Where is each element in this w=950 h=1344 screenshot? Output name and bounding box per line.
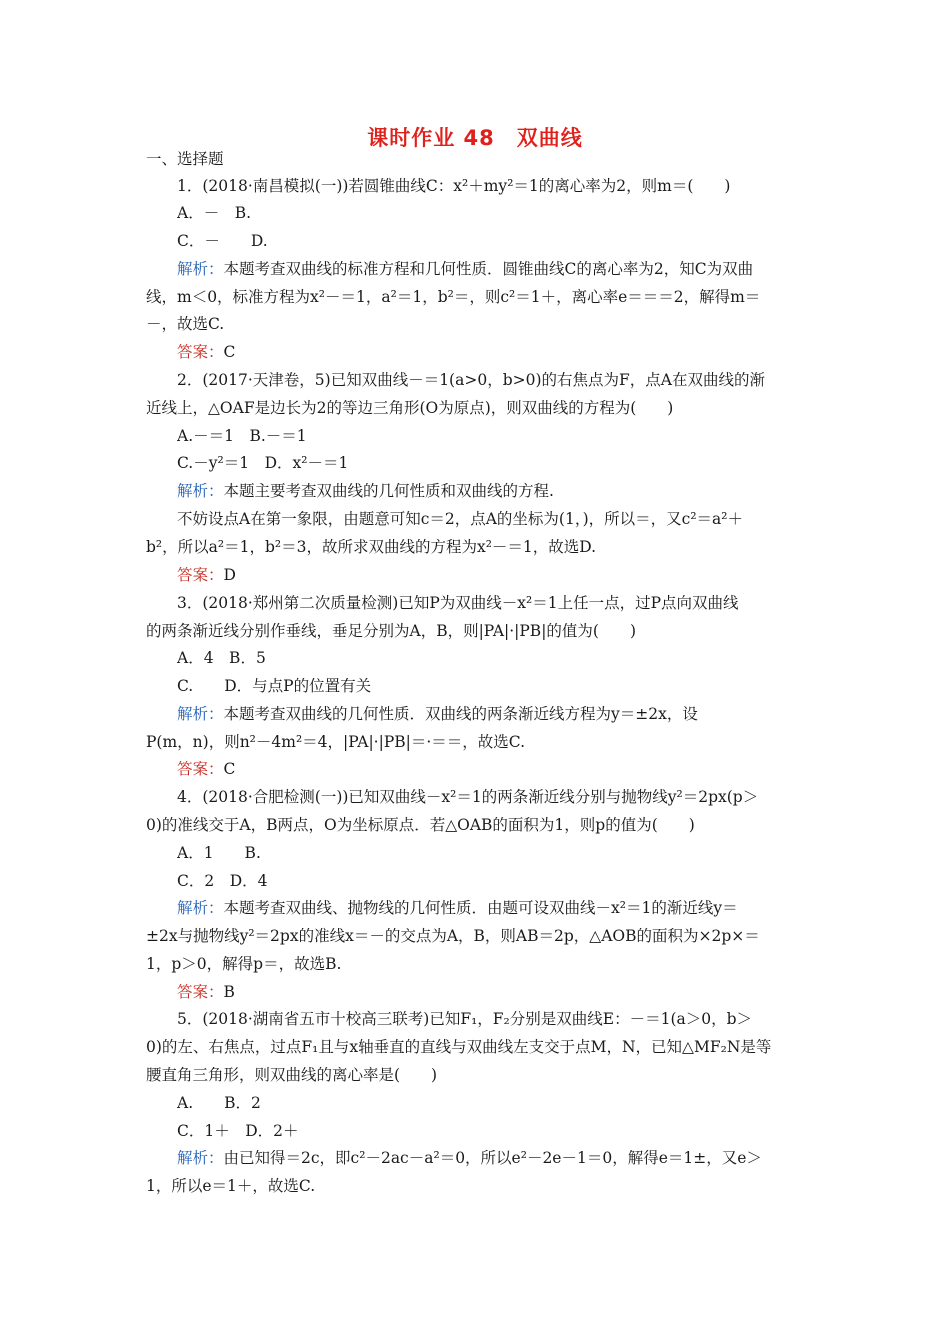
q3-stem-line2: 的两条渐近线分别作垂线，垂足分别为A，B，则|PA|·|PB|的值为( ) [146, 622, 637, 640]
q2-options-ab: A.－＝1 B.－＝1 [177, 427, 307, 445]
q4-stem: 4．(2018·合肥检测(一))已知双曲线－x²＝1的两条渐近线分别与抛物线y²＝2px(p＞ [177, 788, 759, 806]
q4-stem-line2: 0)的准线交于A，B两点，O为坐标原点．若△OAB的面积为1，则p的值为( ) [146, 816, 695, 834]
q5-analysis: 解析：由已知得＝2c，即c²－2ac－a²＝0，所以e²－2e－1＝0，解得e＝1±，又e＞ [177, 1149, 762, 1167]
q2-stem-line2: 近线上，△OAF是边长为2的等边三角形(O为原点)，则双曲线的方程为( ) [146, 399, 674, 417]
page-title: 课时作业 48 双曲线 [367, 126, 583, 150]
q2-options-cd: C.－y²＝1 D．x²－＝1 [177, 454, 349, 472]
q1-options-cd: C．－ D. [177, 232, 268, 250]
q2-answer: 答案：D [177, 566, 236, 584]
q2-analysis-line2: 不妨设点A在第一象限，由题意可知c＝2，点A的坐标为(1，)，所以＝，又c²＝a²＋ [177, 510, 743, 528]
q3-analysis: 解析：本题考查双曲线的几何性质．双曲线的两条渐近线方程为y＝±2x，设 [177, 705, 698, 723]
q5-stem: 5．(2018·湖南省五市十校高三联考)已知F₁，F₂分别是双曲线E：－＝1(a＞0，b＞ [177, 1010, 753, 1028]
q3-analysis-line2: P(m，n)，则n²－4m²＝4，|PA|·|PB|＝·＝＝，故选C. [146, 733, 526, 751]
section-heading: 一、选择题 [146, 150, 224, 168]
answer-label: 答案： [177, 983, 224, 1001]
q1-stem: 1．(2018·南昌模拟(一))若圆锥曲线C：x²＋my²＝1的离心率为2，则m＝( ) [177, 177, 731, 195]
answer-label: 答案： [177, 760, 224, 778]
q1-options-ab: A．－ B. [177, 204, 252, 222]
q1-analysis: 解析：本题考查双曲线的标准方程和几何性质．圆锥曲线C的离心率为2，知C为双曲 [177, 260, 754, 278]
q2-analysis-line3: b²，所以a²＝1，b²＝3，故所求双曲线的方程为x²－＝1，故选D. [146, 538, 597, 556]
q4-options-cd: C．2 D．4 [177, 872, 268, 890]
analysis-label: 解析： [177, 705, 224, 723]
q4-analysis-line3: 1，p＞0，解得p＝，故选B. [146, 955, 342, 973]
q5-stem-line2: 0)的左、右焦点，过点F₁且与x轴垂直的直线与双曲线左支交于点M，N，已知△MF₂N是等 [146, 1038, 772, 1056]
q5-options-cd: C．1＋ D．2＋ [177, 1122, 299, 1140]
analysis-label: 解析： [177, 899, 224, 917]
q2-analysis: 解析：本题主要考查双曲线的几何性质和双曲线的方程. [177, 482, 554, 500]
answer-label: 答案： [177, 566, 224, 584]
q3-stem: 3．(2018·郑州第二次质量检测)已知P为双曲线－x²＝1上任一点，过P点向双曲线 [177, 594, 739, 612]
q5-analysis-line2: 1，所以e＝1＋，故选C. [146, 1177, 316, 1195]
q4-options-ab: A．1 B. [177, 844, 261, 862]
q5-stem-line3: 腰直角三角形，则双曲线的离心率是( ) [146, 1066, 438, 1084]
q1-analysis-line2: 线，m＜0，标准方程为x²－＝1，a²＝1，b²＝，则c²＝1＋，离心率e＝＝＝2，解得m＝ [146, 288, 761, 306]
q4-analysis-line2: ±2x与抛物线y²＝2px的准线x＝－的交点为A，B，则AB＝2p，△AOB的面积为×2p×＝ [146, 927, 760, 945]
q1-answer: 答案：C [177, 343, 236, 361]
q3-answer: 答案：C [177, 760, 236, 778]
answer-label: 答案： [177, 343, 224, 361]
q3-options-ab: A．4 B．5 [177, 649, 266, 667]
q3-options-cd: C. D．与点P的位置有关 [177, 677, 372, 695]
q5-options-ab: A. B．2 [177, 1094, 261, 1112]
analysis-label: 解析： [177, 260, 224, 278]
q4-analysis: 解析：本题考查双曲线、抛物线的几何性质．由题可设双曲线－x²＝1的渐近线y＝ [177, 899, 738, 917]
analysis-label: 解析： [177, 1149, 224, 1167]
analysis-label: 解析： [177, 482, 224, 500]
q4-answer: 答案：B [177, 983, 235, 1001]
q1-analysis-line3: －，故选C. [146, 315, 225, 333]
q2-stem: 2．(2017·天津卷，5)已知双曲线－＝1(a>0，b>0)的右焦点为F，点A在双曲线的渐 [177, 371, 765, 389]
